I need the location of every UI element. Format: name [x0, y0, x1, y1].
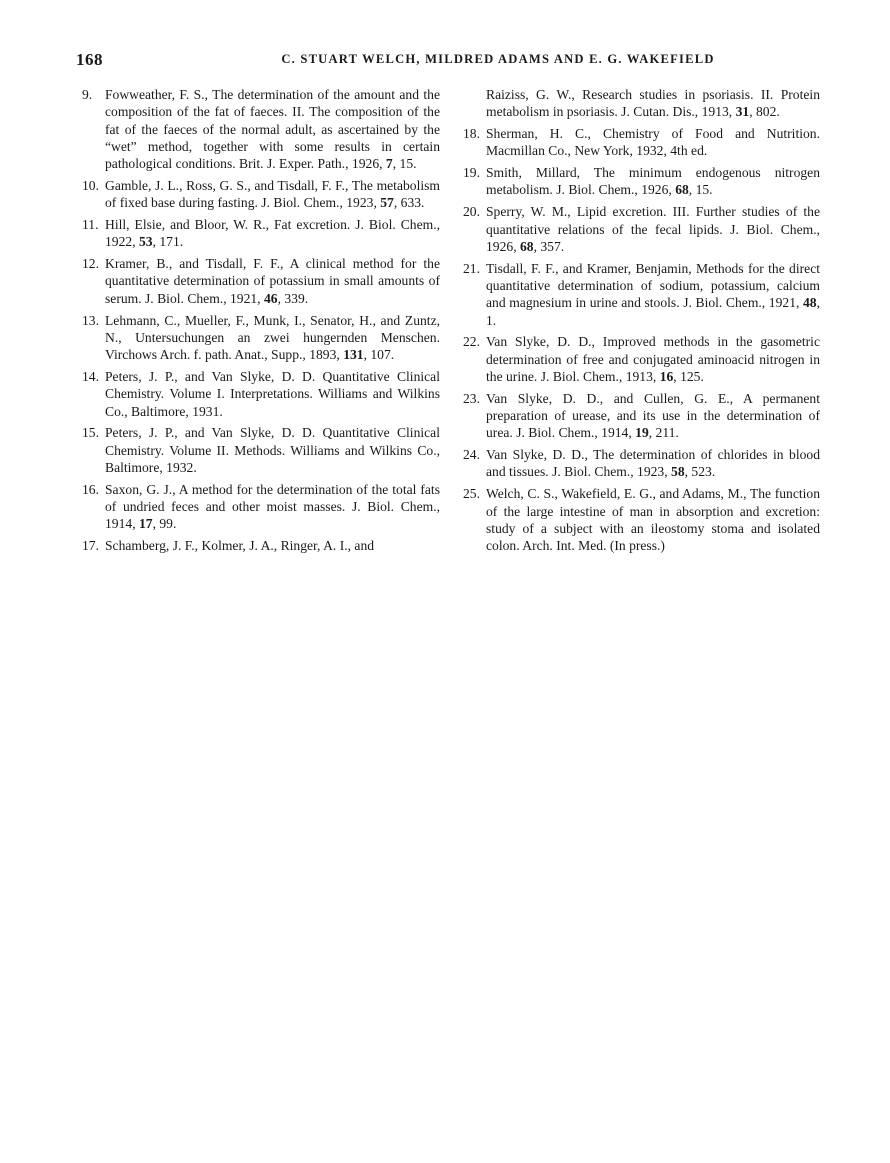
reference-text: Van Slyke, D. D., and Cullen, G. E., A permanent preparation of urease, and its use in the determination of urea. J. Biol. Chem., 1914, [486, 390, 820, 441]
reference-text: Fowweather, F. S., The determination of the amount and the composition of the fat of faeces. II. The composition of the fat of the faeces of the normal adult, as ascertained by the “wet” method, together with some results in certain pathological conditions. Brit. J. Exper. Path., 1926, [105, 87, 440, 172]
reference-separator: , [393, 195, 401, 211]
reference-number: 22. [463, 334, 480, 350]
reference-volume: 17 [138, 516, 153, 532]
reference-number: 20. [463, 204, 480, 220]
reference-separator: , [688, 182, 696, 198]
reference-volume: 131 [343, 347, 364, 363]
references-right-column [463, 86, 820, 559]
reference-text: Lehmann, C., Mueller, F., Munk, I., Senator, H., and Zuntz, N., Untersuchungen an zwei hungernden Menschen. Virchows Arch. f. path. Anat., Supp., 1893, [105, 312, 440, 363]
reference-item [82, 177, 440, 212]
reference-separator: , [648, 425, 656, 441]
reference-volume: 58 [671, 464, 685, 480]
reference-text: Schamberg, J. F., Kolmer, J. A., Ringer, A. I., and [105, 538, 375, 554]
reference-volume: 7 [385, 156, 393, 172]
reference-text: Peters, J. P., and Van Slyke, D. D. Quantitative Clinical Chemistry. Volume II. Methods. Williams and Wilkins Co., Baltimore, 1932. [105, 425, 440, 475]
reference-page: 15. [399, 156, 417, 172]
reference-number: 11. [82, 217, 99, 233]
reference-number: 12. [82, 256, 99, 272]
reference-number: 14. [82, 368, 99, 384]
reference-volume: 48 [803, 295, 817, 311]
reference-separator: , [673, 368, 681, 384]
reference-page: 99. [159, 516, 177, 532]
reference-text: Raiziss, G. W., Research studies in psoriasis. II. Protein metabolism in psoriasis. J. Cutan. Dis., 1913, [486, 87, 820, 120]
reference-page: 15. [695, 182, 713, 198]
reference-text: Van Slyke, D. D., Improved methods in the gasometric determination of free and conjugated aminoacid nitrogen in the urine. J. Biol. Chem., 1913, [486, 334, 820, 384]
reference-separator: , [363, 347, 371, 363]
reference-text: Saxon, G. J., A method for the determination of the total fats of undried feces and other moist masses. J. Biol. Chem., 1914, [105, 481, 440, 532]
reference-continuation [463, 86, 820, 121]
reference-page: 171. [159, 234, 184, 250]
reference-page: 339. [284, 290, 309, 306]
reference-number: 17. [82, 538, 99, 554]
reference-separator: , [152, 516, 160, 532]
reference-text: Sperry, W. M., Lipid excretion. III. Further studies of the quantitative relations of the fecal lipids. J. Biol. Chem., 1926, [486, 204, 820, 254]
reference-volume: 16 [659, 368, 674, 384]
reference-page: 1. [486, 312, 497, 328]
reference-text: Tisdall, F. F., and Kramer, Benjamin, Methods for the direct quantitative determination of sodium, potassium, calcium and magnesium in urine and stools. J. Biol. Chem., 1921, [486, 260, 820, 311]
reference-separator: , [392, 156, 400, 172]
reference-volume: 57 [380, 195, 394, 211]
reference-item [82, 216, 440, 251]
reference-volume: 53 [138, 234, 153, 250]
reference-page: 802. [755, 104, 780, 120]
reference-text: Sherman, H. C., Chemistry of Food and Nutrition. Macmillan Co., New York, 1932, 4th ed. [486, 126, 820, 159]
references-left-column [82, 86, 440, 559]
reference-text: Gamble, J. L., Ross, G. S., and Tisdall, F. F., The metabolism of fixed base during fasting. J. Biol. Chem., 1923, [105, 177, 440, 211]
running-head: C. STUART WELCH, MILDRED ADAMS AND E. G. WAKEFIELD [281, 52, 715, 66]
reference-text: Hill, Elsie, and Bloor, W. R., Fat excretion. J. Biol. Chem., 1922, [105, 217, 440, 250]
reference-page: 211. [655, 425, 679, 441]
reference-number: 25. [463, 486, 480, 502]
reference-item [463, 203, 820, 255]
reference-separator: , [816, 295, 820, 311]
reference-number: 21. [463, 260, 480, 276]
reference-volume: 46 [263, 290, 278, 306]
reference-number: 24. [463, 447, 480, 463]
reference-item [82, 368, 440, 420]
reference-item [463, 260, 820, 329]
reference-item [82, 424, 440, 476]
page-number: 168 [76, 50, 103, 69]
reference-number: 23. [463, 390, 480, 406]
reference-text: Van Slyke, D. D., The determination of chlorides in blood and tissues. J. Biol. Chem., 1923, [486, 447, 820, 480]
reference-item [463, 390, 820, 442]
reference-item [463, 485, 820, 554]
reference-volume: 68 [675, 182, 689, 198]
reference-separator: , [684, 464, 692, 480]
reference-volume: 68 [519, 238, 534, 254]
reference-text: Peters, J. P., and Van Slyke, D. D. Quantitative Clinical Chemistry. Volume I. Interpretations. Williams and Wilkins Co., Baltimore, 1931. [105, 368, 440, 419]
reference-item [82, 481, 440, 533]
reference-number: 15. [82, 425, 99, 441]
reference-volume: 19 [635, 425, 649, 441]
reference-separator: , [152, 234, 160, 250]
reference-item [463, 125, 820, 160]
reference-separator: , [533, 238, 541, 254]
reference-item [463, 164, 820, 199]
reference-separator: , [277, 290, 285, 306]
reference-separator: , [749, 104, 756, 120]
reference-page: 523. [691, 464, 716, 480]
reference-item [82, 86, 440, 172]
reference-number: 19. [463, 165, 480, 181]
reference-item [463, 446, 820, 481]
reference-page: 633. [400, 195, 425, 211]
reference-item [82, 312, 440, 364]
reference-number: 16. [82, 481, 99, 497]
reference-item [463, 333, 820, 385]
reference-text: Kramer, B., and Tisdall, F. F., A clinical method for the quantitative determination of potassium in small amounts of serum. J. Biol. Chem., 1921, [105, 256, 440, 306]
reference-number: 10. [82, 177, 99, 193]
reference-number: 13. [82, 312, 99, 328]
reference-text: Smith, Millard, The minimum endogenous nitrogen metabolism. J. Biol. Chem., 1926, [486, 165, 820, 198]
reference-item [82, 537, 440, 554]
reference-text: Welch, C. S., Wakefield, E. G., and Adams, M., The function of the large intestine of man in absorption and excretion: study of a subject with an ileostomy stoma and isolated colon. Arch. Int. Med. (In press.) [486, 486, 820, 554]
reference-page: 107. [370, 347, 395, 363]
reference-page: 125. [680, 368, 704, 384]
reference-number: 9. [82, 87, 93, 102]
reference-volume: 31 [735, 104, 750, 120]
reference-number: 18. [463, 126, 480, 142]
reference-page: 357. [540, 238, 565, 254]
page-header [76, 50, 856, 74]
reference-item [82, 255, 440, 307]
